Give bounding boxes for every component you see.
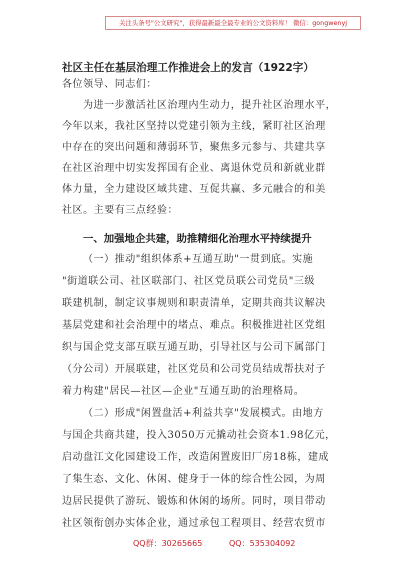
body-line: （二）形成"闲置盘活+利益共享"发展模式。由地方 [83, 408, 324, 419]
body-line: 今年以来，我社区坚持以党建引领为主线，紧盯社区治理 [62, 121, 326, 132]
body-line: 联建机制，制定议事规则和职责清单，定期共商共议解决 [62, 298, 326, 309]
document-title: 社区主任在基层治理工作推进会上的发言（1922字） [62, 62, 314, 74]
body-line: 为进一步激活社区治理内生动力，提升社区治理水平， [83, 100, 337, 111]
salutation: 各位领导、同志们： [62, 79, 157, 90]
body-line: "街道联公司、社区联部门、社区党员联公司党员"三级 [62, 276, 315, 287]
body-line: 在社区治理中切实发挥国有企业、离退休党员和新就业群 [62, 163, 326, 174]
body-line: 边居民提供了游玩、锻炼和休闲的场所。同时，项目带动 [62, 496, 326, 507]
body-line: 中存在的突出问题和薄弱环节，聚焦多元参与、共建共享 [62, 142, 326, 153]
body-line: 启动盘江文化园建设工作，改造闲置废旧厂房18栋，建成 [62, 452, 330, 463]
body-line: 织与国企党支部互联互通互助，引导社区与公司下属部门 [62, 342, 326, 353]
body-line: 了集生态、文化、休闲、健身于一体的综合性公园，为周 [62, 474, 326, 485]
page-footer [0, 538, 408, 552]
body-line: （分公司）开展联建，社区党员和公司党员结成帮扶对子 [62, 364, 326, 375]
body-line: 社区领衔创办实体企业，通过承包工程项目、经营农贸市 [62, 518, 326, 529]
body-line: 体力量，全力建设区域共建、互促共赢、多元融合的和美 [62, 184, 326, 195]
promo-banner: 关注头条号"公文研究"，获得最新最全最专业的公文资料库！ 微信：gongwenyj [105, 16, 361, 30]
qq-contact-number: QQ：535304092 [229, 539, 296, 548]
body-line: 基层党建和社会治理中的堵点、难点。积极推进社区党组 [62, 320, 326, 331]
body-line: 社区。主要有三点经验： [62, 205, 179, 216]
qq-group-number: QQ群：30265665 [133, 539, 203, 548]
body-line: 与国企共商共建，投入3050万元撬动社会资本1.98亿元， [62, 430, 336, 441]
body-line: （一）推动"组织体系+互通互助"一贯到底。实施 [83, 254, 314, 265]
section-heading: 一、加强地企共建，助推精细化治理水平持续提升 [83, 233, 312, 245]
body-line: 着力构建"居民—社区—企业"互通互助的治理格局。 [62, 386, 305, 397]
